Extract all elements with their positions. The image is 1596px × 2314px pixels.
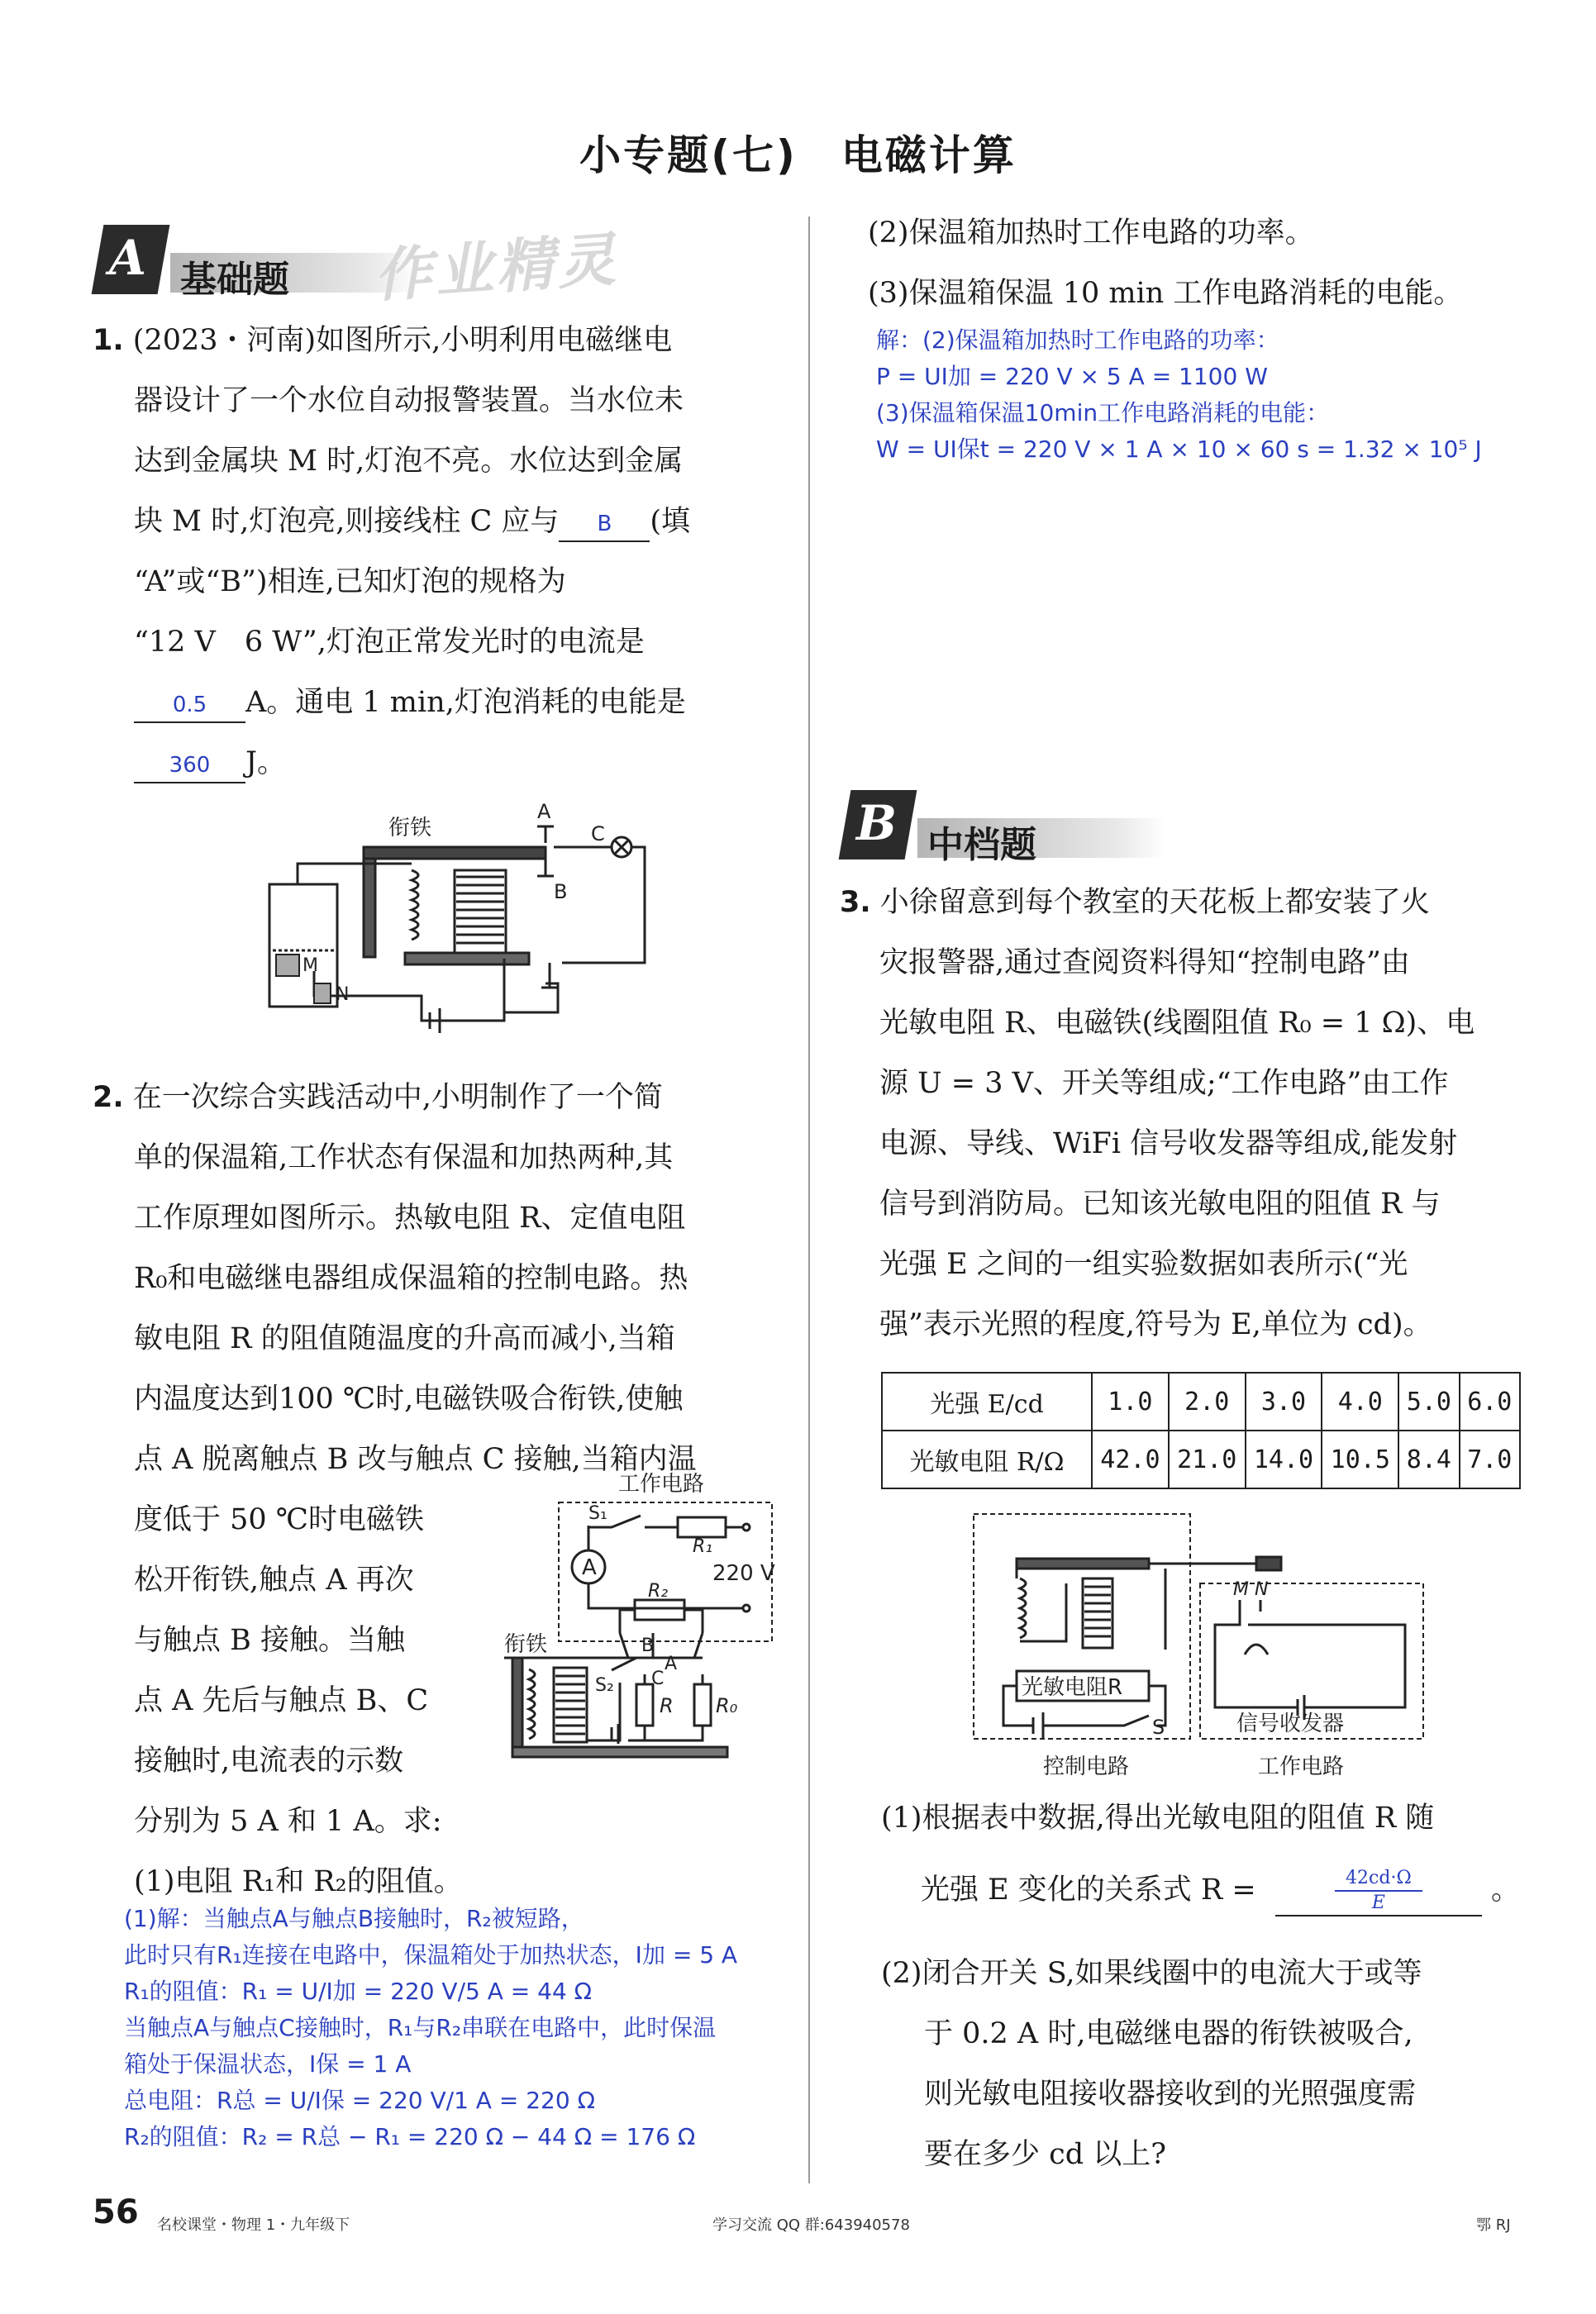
q2-solution-line: P = UI加 = 220 V × 5 A = 1100 W [876,363,1268,390]
q3-line: 灾报警器,通过查阅资料得知“控制电路”由 [879,946,1410,979]
q2-solution-line: 当触点A与触点C接触时，R₁与R₂串联在电路中，此时保温 [124,2014,717,2041]
q3-fig-label-photo-resistor: 光敏电阻R [1022,1675,1123,1700]
q1-line: J。 [245,746,287,779]
q1-line: “A”或“B”)相连,已知灯泡的规格为 [134,565,566,598]
column-divider [808,217,810,2183]
section-b-letter: B [856,795,898,851]
q2-solution-line: 箱处于保温状态，I保 = 1 A [124,2050,412,2078]
q3-line: 源 U = 3 V、开关等组成;“工作电路”由工作 [879,1067,1449,1100]
q3-number: 3. [840,886,871,919]
q1-line: 达到金属块 M 时,灯泡不亮。水位达到金属 [134,445,684,478]
table-cell: 5.0 [1398,1373,1459,1431]
q2-solution-line: R₂的阻值：R₂ = R总 − R₁ = 220 Ω − 44 Ω = 176 Ω [124,2123,696,2150]
q2-fig-label-r1: R₁ [693,1536,713,1557]
q3-answer-blank [1275,1867,1482,1916]
q2-solution-line: 总电阻：R总 = U/I保 = 220 V/1 A = 220 Ω [124,2087,595,2114]
q3-line: 光强 E 之间的一组实验数据如表所示(“光 [879,1248,1408,1281]
q3-sub-line: (2)闭合开关 S,如果线圈中的电流大于或等 [881,1957,1422,1990]
q3-line: 电源、导线、WiFi 信号收发器等组成,能发射 [879,1127,1458,1160]
q2-line: 单的保温箱,工作状态有保温和加热两种,其 [134,1141,674,1174]
q2-sub-question-3: (3)保温箱保温 10 min 工作电路消耗的电能。 [868,277,1463,310]
footer-qq-group: 学习交流 QQ 群:643940578 [712,2216,910,2234]
q2-line: 与触点 B 接触。当触 [134,1624,405,1657]
q2-solution-line: 此时只有R₁连接在电路中，保温箱处于加热状态，I加 = 5 A [124,1941,738,1969]
q3-fig-label-n: N [1255,1579,1269,1600]
q3-line: 信号到消防局。已知该光敏电阻的阻值 R 与 [879,1188,1441,1221]
page-title: 小专题(七) 电磁计算 [579,131,1017,179]
q2-line: 接触时,电流表的示数 [134,1745,404,1778]
q3-data-table [881,1372,1521,1489]
table-cell: 10.5 [1322,1431,1398,1488]
q2-fig-label-s2: S₂ [595,1675,614,1696]
footer-book-title: 名校课堂・物理 1・九年级下 [157,2216,350,2234]
q2-sub-question-1: (1)电阻 R₁和 R₂的阻值。 [134,1865,463,1898]
q2-solution-line: (3)保温箱保温10min工作电路消耗的电能： [876,399,1330,426]
q2-number: 2. [93,1081,124,1114]
q1-number: 1. [93,324,124,357]
table-cell: 14.0 [1246,1431,1322,1488]
q2-fig-label-a: A [665,1654,678,1674]
section-a-letter: A [109,230,147,286]
table-row [882,1373,1520,1431]
table-cell: 7.0 [1460,1431,1520,1488]
q1-line: 器设计了一个水位自动报警装置。当水位未 [134,384,684,417]
question-3 [840,873,1567,1355]
q2-fig-label-s1: S₁ [588,1503,607,1524]
q3-fig-label-s: S [1152,1716,1165,1739]
q3-sub-line: 则光敏电阻接收器接收到的光照强度需 [924,2078,1417,2111]
q1-answer-blank-1: B [559,507,650,542]
q1-line: A。通电 1 min,灯泡消耗的电能是 [245,686,686,719]
q2-fig-label-c: C [651,1669,665,1689]
q1-answer-blank-3: 360 [134,749,245,783]
watermark: 作业精灵 [371,225,621,311]
q1-fig-label-c: C [591,822,605,845]
table-cell: 2.0 [1169,1373,1246,1431]
section-b-label: 中档题 [927,824,1036,866]
table-cell: 6.0 [1460,1373,1520,1431]
q2-fig-label-r0: R₀ [716,1694,738,1717]
q2-solution-line: W = UI保t = 220 V × 1 A × 10 × 60 s = 1.32 × 10⁵ J [876,436,1482,463]
table-cell: 光强 E/cd [882,1373,1092,1431]
q2-fig-label-ammeter: A [582,1555,597,1580]
q2-circuit-figure [496,1468,777,1774]
q2-fig-label-r: R [660,1694,674,1717]
q1-fig-label-m: M [303,955,318,976]
q3-fig-label-work-circuit: 工作电路 [1258,1755,1345,1779]
q3-answer-denominator: E [1371,1892,1385,1913]
q2-fig-label-voltage: 220 V [712,1561,775,1586]
q2-fig-label-b: B [641,1636,655,1656]
table-cell: 4.0 [1322,1373,1398,1431]
q3-fig-label-control-circuit: 控制电路 [1043,1755,1130,1779]
q2-line: 敏电阻 R 的阻值随温度的升高而减小,当箱 [134,1322,675,1355]
q1-circuit-figure [264,798,661,1045]
q1-fig-label-n: N [336,984,350,1005]
footer-edition: 鄂 RJ [1476,2216,1511,2234]
q2-solution-line: 解：(2)保温箱加热时工作电路的功率： [876,326,1279,354]
q2-sub-questions-2-3 [868,203,1554,324]
page-number: 56 [93,2193,139,2231]
q2-solution-line: R₁的阻值：R₁ = U/I加 = 220 V/5 A = 44 Ω [124,1978,593,2005]
q3-line: 强”表示光照的程度,符号为 E,单位为 cd)。 [879,1308,1432,1341]
q2-line: 松开衔铁,触点 A 再次 [134,1564,414,1597]
q1-fig-label-armature: 衔铁 [388,816,432,840]
q1-answer-blank-2: 0.5 [134,688,245,723]
table-cell: 42.0 [1092,1431,1169,1488]
q2-fig-label-armature: 衔铁 [504,1632,548,1657]
table-cell: 光敏电阻 R/Ω [882,1431,1092,1488]
q2-sub-question-2: (2)保温箱加热时工作电路的功率。 [868,217,1314,250]
q3-sub-question-2 [881,1944,1567,2185]
q1-line: 块 M 时,灯泡亮,则接线柱 C 应与 [134,505,560,538]
question-1 [93,311,787,793]
table-row [882,1431,1520,1488]
q3-answer-numerator: 42cd·Ω [1335,1867,1422,1892]
q2-solution-2-3 [876,322,1554,468]
q3-sub-line: 光强 E 变化的关系式 R = [921,1874,1256,1907]
q2-solution-line: (1)解：当触点A与触点B接触时，R₂被短路， [124,1905,584,1932]
q2-line: 在一次综合实践活动中,小明制作了一个简 [132,1081,663,1114]
q3-sub-line: 要在多少 cd 以上? [924,2138,1167,2171]
q2-line: 工作原理如图所示。热敏电阻 R、定值电阻 [134,1202,686,1235]
q3-fig-label-transceiver: 信号收发器 [1236,1712,1345,1736]
q1-line: (填 [650,505,691,538]
q2-line: 内温度达到100 ℃时,电磁铁吸合衔铁,使触 [134,1383,684,1416]
q2-fig-label-r2: R₂ [648,1581,669,1602]
q2-line: 度低于 50 ℃时电磁铁 [134,1503,424,1536]
q2-solution-1 [124,1901,793,2155]
q3-sub-line: 于 0.2 A 时,电磁继电器的衔铁被吸合, [924,2017,1413,2050]
table-cell: 21.0 [1169,1431,1246,1488]
q1-line: (2023・河南)如图所示,小明利用电磁继电 [132,324,673,357]
q1-fig-label-b: B [554,880,568,903]
q3-fig-label-m: M [1233,1579,1249,1600]
q3-line: 光敏电阻 R、电磁铁(线圈阻值 R₀ = 1 Ω)、电 [879,1007,1475,1040]
table-cell: 3.0 [1246,1373,1322,1431]
q3-sub-line: 。 [1491,1874,1521,1907]
section-b-header [845,790,1192,864]
q2-line: 点 A 脱离触点 B 改与触点 C 接触,当箱内温 [134,1443,697,1476]
q3-circuit-figure [967,1509,1430,1782]
q1-line: “12 V 6 W”,灯泡正常发光时的电流是 [134,626,645,659]
q2-line: R₀和电磁继电器组成保温箱的控制电路。热 [134,1262,688,1295]
section-a-label: 基础题 [180,259,289,301]
q3-sub-question-1 [881,1788,1559,1931]
q2-line: 分别为 5 A 和 1 A。求: [134,1805,442,1838]
q1-fig-label-a: A [537,800,551,823]
q3-line: 小徐留意到每个教室的天花板上都安装了火 [879,886,1430,919]
q3-sub-line: (1)根据表中数据,得出光敏电阻的阻值 R 随 [881,1802,1435,1835]
table-cell: 1.0 [1092,1373,1169,1431]
table-cell: 8.4 [1398,1431,1459,1488]
q2-line: 点 A 先后与触点 B、C [134,1684,429,1717]
q2-fig-label-work-circuit: 工作电路 [618,1472,705,1497]
